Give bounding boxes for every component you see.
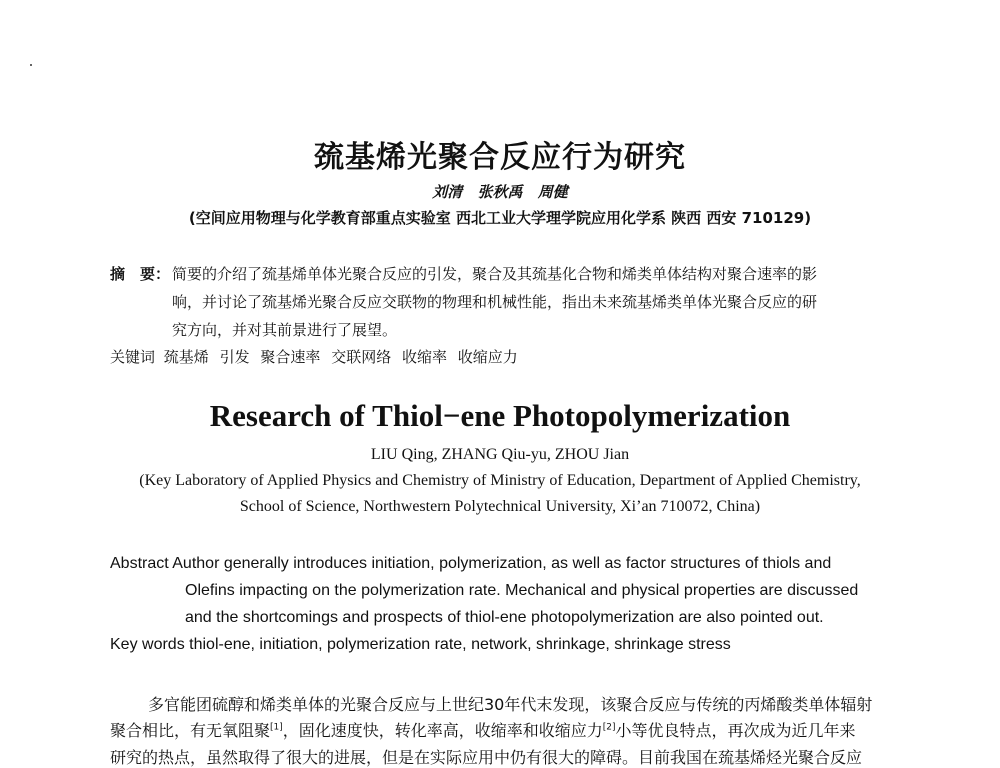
body-text-segment: 聚合相比，有无氧阻聚 [110,721,271,740]
english-title: Research of Thiol−ene Photopolymerization [209,398,791,433]
chinese-abstract-line: 简要的介绍了巯基烯单体光聚合反应的引发，聚合及其巯基化合物和烯类单体结构对聚合速率的影 [172,265,818,283]
english-abstract-line: Olefins impacting on the polymerization rate. Mechanical and physical properties are discussed [185,582,859,599]
body-paragraph-line: 研究的热点，虽然取得了很大的进展，但是在实际应用中仍有很大的障碍。目前我国在巯基烯烃光聚合反应 [110,748,863,767]
chinese-keyword: 引发 [219,348,250,366]
chinese-abstract-line: 究方向，并对其前景进行了展望。 [172,321,398,339]
body-text-segment: ，固化速度快，转化率高，收缩率和收缩应力 [282,721,603,740]
chinese-keyword: 收缩率 [401,348,447,366]
chinese-title: 巯基烯光聚合反应行为研究 [314,140,686,175]
chinese-affiliation: (空间应用物理与化学教育部重点实验室 西北工业大学理学院应用化学系 陕西 西安 710129) [188,209,812,227]
chinese-keyword: 巯基烯 [163,348,209,366]
speck-mark [30,64,32,66]
english-affiliation-line: (Key Laboratory of Applied Physics and Chemistry of Ministry of Education, Department of Applied Chemistry, [139,472,861,489]
citation-ref[interactable]: [2] [602,722,616,733]
chinese-keyword: 收缩应力 [457,348,518,366]
chinese-keywords-label: 关键词 [110,348,156,366]
chinese-abstract-label: 摘 要： [110,265,171,283]
body-paragraph-line [110,718,856,741]
chinese-authors: 刘清 张秋禹 周健 [432,183,568,201]
english-authors: LIU Qing, ZHANG Qiu-yu, ZHOU Jian [370,446,630,463]
english-keywords: Key words thiol-ene, initiation, polymerization rate, network, shrinkage, shrinkage stress [110,636,731,653]
english-abstract-line: Abstract Author generally introduces initiation, polymerization, as well as factor structures of thiols and [110,555,832,572]
chinese-keyword: 聚合速率 [260,348,321,366]
body-text-segment: 小等优良特点，再次成为近几年来 [615,721,856,740]
chinese-keywords [110,346,524,367]
chinese-keyword: 交联网络 [331,348,392,366]
citation-ref[interactable]: [1] [270,722,283,733]
english-abstract-line: and the shortcomings and prospects of thiol-ene photopolymerization are also pointed out. [185,609,824,626]
chinese-abstract-line: 响，并讨论了巯基烯光聚合反应交联物的物理和机械性能，指出未来巯基烯类单体光聚合反应的研 [172,293,818,311]
body-paragraph-line: 多官能团硫醇和烯类单体的光聚合反应与上世纪30年代末发现，该聚合反应与传统的丙烯酸类单体辐射 [148,695,873,714]
english-affiliation-line: School of Science, Northwestern Polytechnical University, Xi’an 710072, China) [239,498,761,515]
